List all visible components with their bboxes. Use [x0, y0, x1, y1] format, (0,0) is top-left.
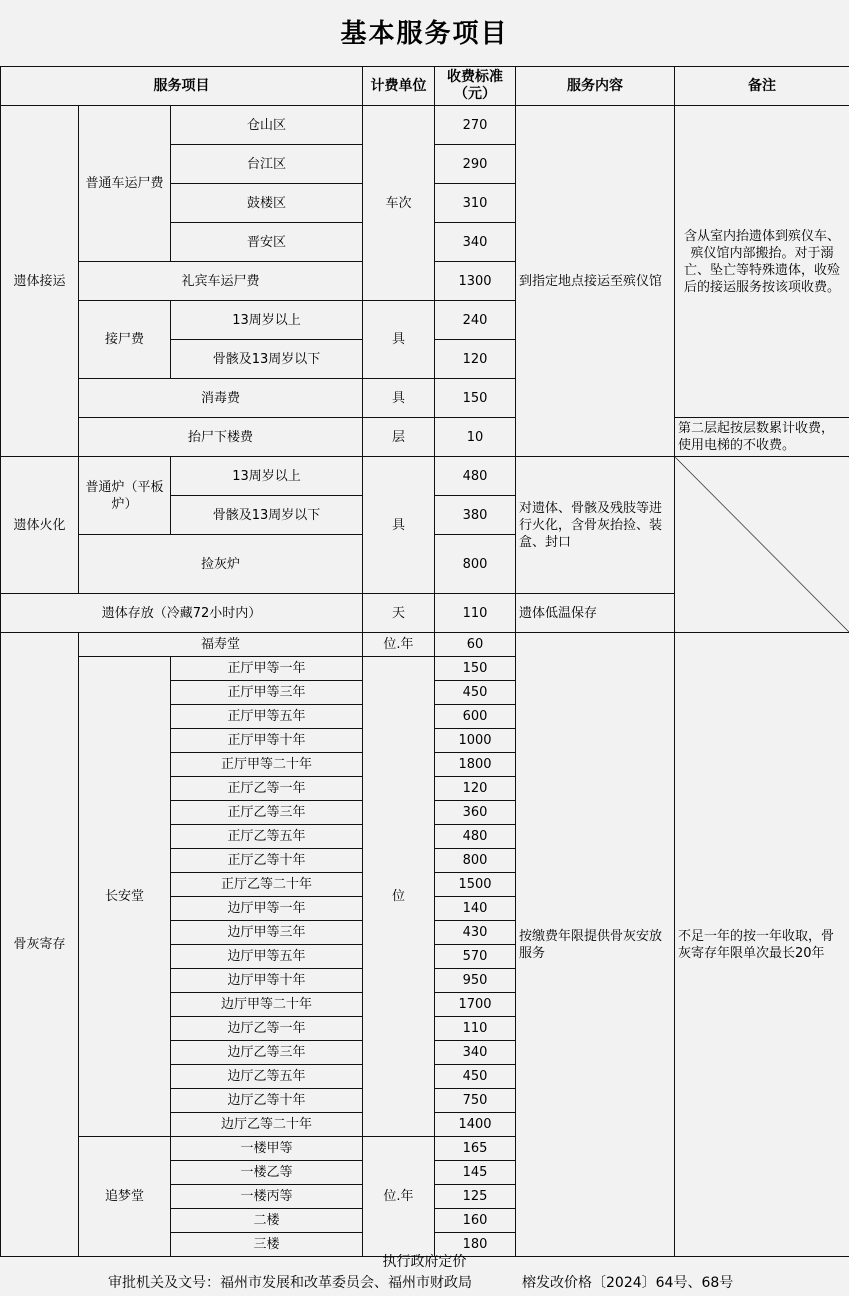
fee-value: 240	[435, 301, 516, 340]
niche-name: 正厅甲等二十年	[171, 753, 363, 777]
disinfect-unit: 具	[363, 379, 435, 418]
niche-name: 一楼丙等	[171, 1185, 363, 1209]
category-ashes: 骨灰寄存	[1, 633, 79, 1257]
fee-value: 800	[435, 535, 516, 594]
niche-name: 一楼甲等	[171, 1137, 363, 1161]
changan-unit: 位	[363, 657, 435, 1137]
fee-value: 480	[435, 457, 516, 496]
header-fee: 收费标准（元）	[435, 67, 516, 106]
fee-value: 1800	[435, 753, 516, 777]
niche-name: 边厅甲等十年	[171, 969, 363, 993]
district-name: 台江区	[171, 145, 363, 184]
niche-name: 正厅乙等一年	[171, 777, 363, 801]
pickup-unit: 具	[363, 301, 435, 379]
page-title: 基本服务项目	[340, 19, 509, 49]
transport-content: 到指定地点接运至殡仪馆	[516, 106, 675, 457]
limo-name: 礼宾车运尸费	[79, 262, 363, 301]
fee-value: 120	[435, 340, 516, 379]
fee-value: 340	[435, 1041, 516, 1065]
fushou-unit: 位.年	[363, 633, 435, 657]
pickup-label: 接尸费	[79, 301, 171, 379]
fee-value: 110	[435, 1017, 516, 1041]
niche-name: 正厅乙等十年	[171, 849, 363, 873]
fushou-name: 福寿堂	[79, 633, 363, 657]
niche-name: 正厅甲等三年	[171, 681, 363, 705]
fee-value: 380	[435, 496, 516, 535]
header-row	[1, 67, 849, 106]
storage-content: 遗体低温保存	[516, 594, 675, 633]
fee-value: 570	[435, 945, 516, 969]
zhuimeng-label: 追梦堂	[79, 1137, 171, 1257]
storage-unit: 天	[363, 594, 435, 633]
fee-value: 1300	[435, 262, 516, 301]
table-row	[1, 106, 849, 145]
niche-name: 三楼	[171, 1233, 363, 1257]
niche-name: 二楼	[171, 1209, 363, 1233]
ashes-content: 按缴费年限提供骨灰安放服务	[516, 633, 675, 1257]
category-transport: 遗体接运	[1, 106, 79, 457]
fee-value: 450	[435, 1065, 516, 1089]
niche-name: 边厅乙等二十年	[171, 1113, 363, 1137]
diagonal-empty-cell	[675, 457, 849, 633]
header-content: 服务内容	[516, 67, 675, 106]
cremation-name: 13周岁以上	[171, 457, 363, 496]
carry-unit: 层	[363, 418, 435, 457]
fee-value: 145	[435, 1161, 516, 1185]
fee-value: 10	[435, 418, 516, 457]
document-number: 榕发改价格〔2024〕64号、68号	[522, 1275, 734, 1291]
fee-value: 1000	[435, 729, 516, 753]
fee-value: 310	[435, 184, 516, 223]
fee-value: 140	[435, 897, 516, 921]
disinfect-name: 消毒费	[79, 379, 363, 418]
changan-label: 长安堂	[79, 657, 171, 1137]
pricing-note: 执行政府定价	[382, 1254, 467, 1270]
cremation-name: 骨骸及13周岁以下	[171, 496, 363, 535]
niche-name: 边厅乙等三年	[171, 1041, 363, 1065]
niche-name: 边厅甲等三年	[171, 921, 363, 945]
table-row	[1, 418, 849, 457]
fee-value: 800	[435, 849, 516, 873]
pickup-name: 骨骸及13周岁以下	[171, 340, 363, 379]
fee-value: 160	[435, 1209, 516, 1233]
fee-value: 180	[435, 1233, 516, 1257]
fee-value: 120	[435, 777, 516, 801]
niche-name: 正厅甲等五年	[171, 705, 363, 729]
niche-name: 边厅甲等五年	[171, 945, 363, 969]
fee-value: 290	[435, 145, 516, 184]
ashes-remark: 不足一年的按一年收取，骨灰寄存年限单次最长20年	[675, 633, 849, 1257]
fee-value: 340	[435, 223, 516, 262]
niche-name: 边厅乙等十年	[171, 1089, 363, 1113]
fee-value: 150	[435, 379, 516, 418]
niche-name: 边厅乙等五年	[171, 1065, 363, 1089]
cremation-content: 对遗体、骨骸及残肢等进行火化，含骨灰抬捡、装盒、封口	[516, 457, 675, 594]
fee-value: 60	[435, 633, 516, 657]
niche-name: 边厅乙等一年	[171, 1017, 363, 1041]
normal-vehicle-label: 普通车运尸费	[79, 106, 171, 262]
fee-value: 1700	[435, 993, 516, 1017]
fee-value: 360	[435, 801, 516, 825]
special-furnace-name: 捡灰炉	[79, 535, 363, 594]
category-cremation: 遗体火化	[1, 457, 79, 594]
niche-name: 正厅乙等三年	[171, 801, 363, 825]
transport-remark: 含从室内抬遗体到殡仪车、殡仪馆内部搬抬。对于溺亡、坠亡等特殊遗体，收殓后的接运服务按该项收费。	[675, 106, 849, 418]
approval-authority: 审批机关及文号：福州市发展和改革委员会、福州市财政局	[108, 1275, 472, 1291]
cremation-unit: 具	[363, 457, 435, 594]
vehicle-unit: 车次	[363, 106, 435, 301]
carry-name: 抬尸下楼费	[79, 418, 363, 457]
footer	[0, 1252, 849, 1296]
header-item: 服务项目	[1, 67, 363, 106]
zhuimeng-unit: 位.年	[363, 1137, 435, 1257]
district-name: 仓山区	[171, 106, 363, 145]
district-name: 鼓楼区	[171, 184, 363, 223]
normal-furnace-label: 普通炉（平板炉）	[79, 457, 171, 535]
niche-name: 正厅甲等十年	[171, 729, 363, 753]
niche-name: 正厅甲等一年	[171, 657, 363, 681]
district-name: 晋安区	[171, 223, 363, 262]
pickup-name: 13周岁以上	[171, 301, 363, 340]
fee-value: 110	[435, 594, 516, 633]
storage-name: 遗体存放（冷藏72小时内）	[1, 594, 363, 633]
fee-value: 600	[435, 705, 516, 729]
fee-value: 165	[435, 1137, 516, 1161]
table-row	[1, 457, 849, 496]
niche-name: 边厅甲等一年	[171, 897, 363, 921]
fee-value: 480	[435, 825, 516, 849]
fee-value: 430	[435, 921, 516, 945]
table-row	[1, 633, 849, 657]
fee-table	[0, 66, 849, 1257]
fee-value: 270	[435, 106, 516, 145]
fee-value: 750	[435, 1089, 516, 1113]
fee-value: 1400	[435, 1113, 516, 1137]
fee-value: 125	[435, 1185, 516, 1209]
niche-name: 正厅乙等二十年	[171, 873, 363, 897]
niche-name: 一楼乙等	[171, 1161, 363, 1185]
niche-name: 边厅甲等二十年	[171, 993, 363, 1017]
fee-value: 150	[435, 657, 516, 681]
fee-value: 450	[435, 681, 516, 705]
fee-value: 950	[435, 969, 516, 993]
header-unit: 计费单位	[363, 67, 435, 106]
fee-value: 1500	[435, 873, 516, 897]
header-remark: 备注	[675, 67, 849, 106]
carry-remark: 第二层起按层数累计收费，使用电梯的不收费。	[675, 418, 849, 457]
niche-name: 正厅乙等五年	[171, 825, 363, 849]
